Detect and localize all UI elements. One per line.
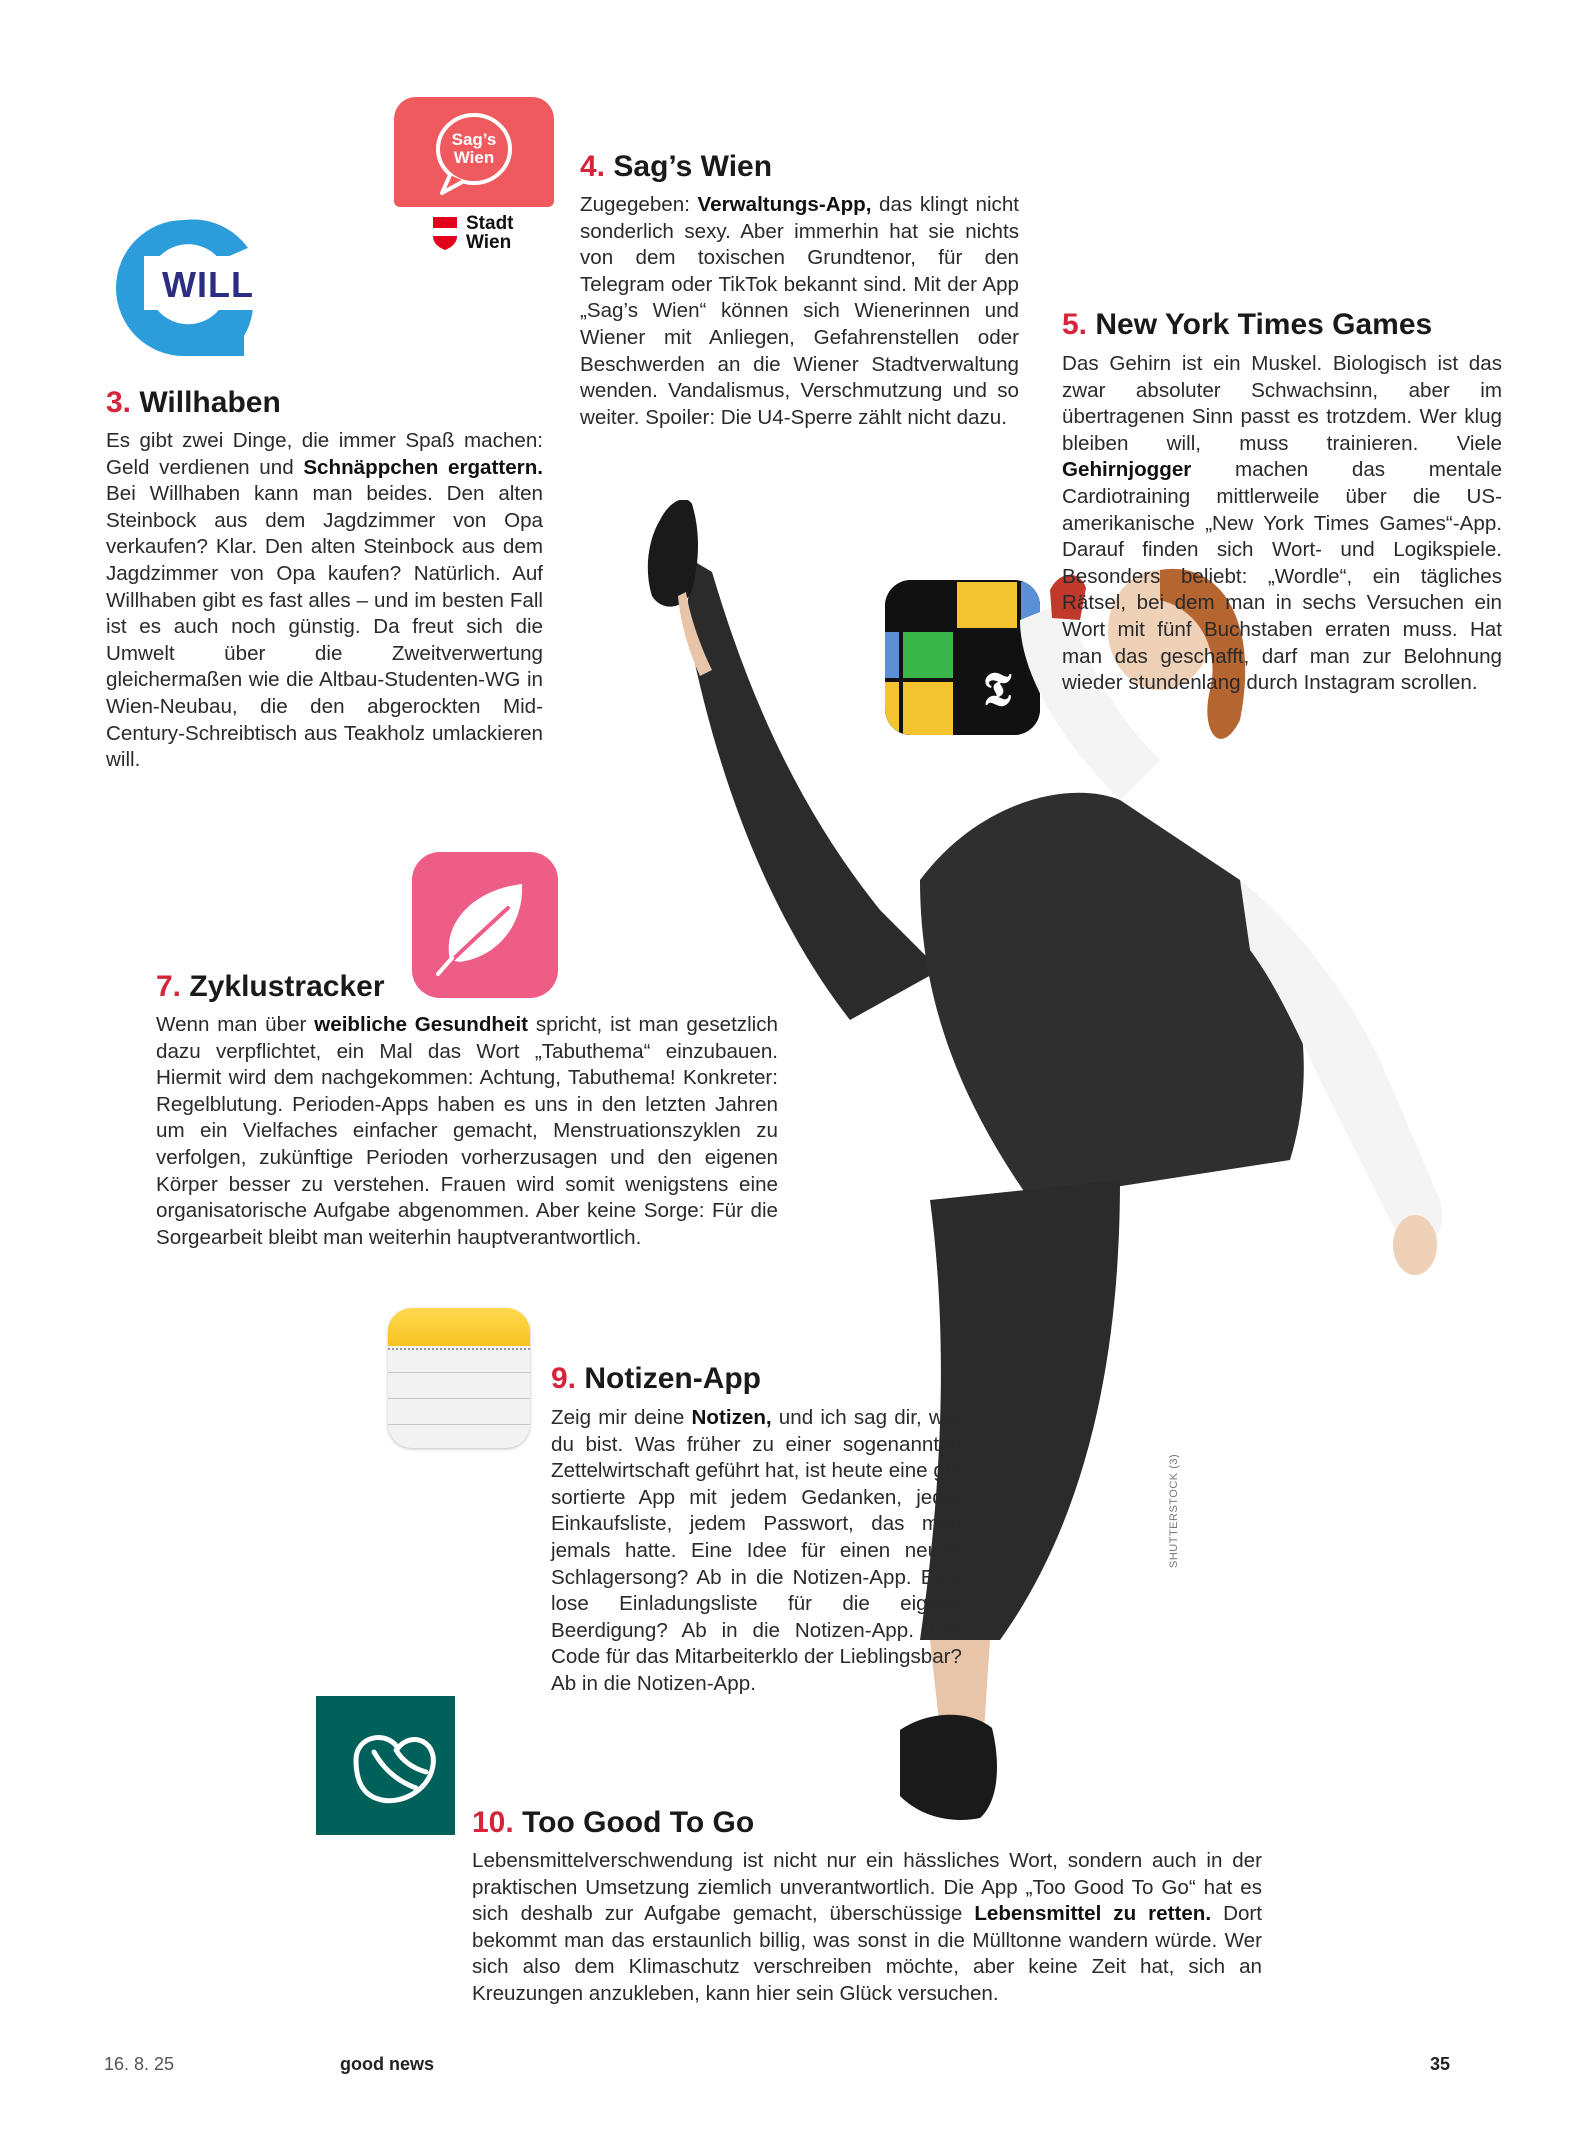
body-text: Das Gehirn ist ein Muskel. Biologisch ist das zwar absoluter Schwachsinn, aber im übertragenen Sinn passt es trotzdem. Wer klug bleiben will, muss trainieren. Viele xyxy=(1062,352,1502,455)
willhaben-app-icon xyxy=(108,212,260,370)
section-10-title xyxy=(472,1806,754,1839)
body-text: und ich sag dir, wer du bist. Was früher zu einer sogenannten Zettelwirtschaft geführt hat, ist heute eine gut sortierte App mit jedem Gedanken, jeder Einkaufsliste, jedem Passwort, das man jemals hatte. Eine Idee für einen neuen Schlagersong? Ab in die Notizen-App. Eine lose Einladungsliste für die eigene Beerdigung? Ab in die Notizen-App. Der Code für das Mitarbeiterklo der Lieblingsbar? Ab in die Notizen-App. xyxy=(551,1406,963,1695)
flo-app-icon xyxy=(412,852,558,998)
section-9-number: 9. xyxy=(551,1362,577,1395)
body-text: Wenn man über xyxy=(156,1013,315,1036)
body-text: Dort bekommt man das erstaunlich billig, was sonst in die Mülltonne wandern würde. Wer sich also dem Klimaschutz verschreiben möchte, aber keine Zeit hat, sich an Kreuzungen anzukleben, kann hier sein Glück versuchen. xyxy=(472,1902,1262,2005)
sagswien-bubble-text: Sag’s Wien xyxy=(451,130,497,167)
body-text: Bei Willhaben kann man beides. Den alten Steinbock aus dem Jagdzimmer von Opa verkaufen? Klar. Den alten Steinbock aus dem Jagdzimmer von Opa kaufen? Natürlich. Auf Willhaben gibt es fast alles – und im besten Fall ist es auch noch günstig. Da freut sich die Umwelt über die Zweitverwertung gleichermaßen wie die Altbau-Studenten-WG in Wien-Neubau, die den abgerockten Mid-Century-Schreibtisch aus Teakholz umlackieren will. xyxy=(106,482,543,772)
willhaben-icon-label: WILL xyxy=(162,264,254,305)
body-emphasis: Schnäppchen ergattern. xyxy=(303,455,543,479)
section-7-body xyxy=(156,1012,778,1251)
body-text: Lebensmittelverschwendung ist nicht nur ein hässliches Wort, sondern auch in der praktischen Umsetzung ziemlich unverantwortlich. Die App „Too Good To Go“ hat es sich deshalb zur Aufgabe gemacht, überschüssige xyxy=(472,1849,1262,1926)
section-5-number: 5. xyxy=(1062,308,1088,341)
section-9-title xyxy=(551,1362,761,1395)
section-10-number: 10. xyxy=(472,1806,514,1839)
body-emphasis: Gehirnjogger xyxy=(1062,458,1192,482)
notes-app-icon xyxy=(388,1308,530,1448)
stadt-wien-logo xyxy=(432,214,542,254)
footer-magazine: good news xyxy=(340,2054,434,2074)
photo-credit: SHUTTERSTOCK (3) xyxy=(1168,1453,1180,1568)
body-emphasis: Verwaltungs-App, xyxy=(697,193,872,216)
section-7-number: 7. xyxy=(156,970,182,1003)
section-9-body xyxy=(551,1405,962,1698)
footer-page-number: 35 xyxy=(1430,2054,1451,2074)
section-5-body xyxy=(1062,351,1502,697)
body-emphasis: weibliche Gesundheit xyxy=(314,1013,529,1036)
body-emphasis: Lebensmittel zu retten. xyxy=(974,1902,1212,1926)
section-3-title xyxy=(106,386,281,419)
section-4-body xyxy=(580,192,1019,431)
section-10-heading: Too Good To Go xyxy=(522,1806,755,1839)
nyt-t-logo: 𝕿 xyxy=(983,662,1012,716)
body-text: Es gibt zwei Dinge, die immer Spaß machen: Geld verdienen und xyxy=(106,429,543,479)
section-4-heading: Sag’s Wien xyxy=(613,150,773,183)
section-4-number: 4. xyxy=(580,150,606,183)
section-5-title xyxy=(1062,308,1432,341)
toogoodtogo-app-icon xyxy=(316,1696,455,1835)
body-emphasis: Notizen, xyxy=(691,1406,772,1429)
stadt-wien-line1: Stadt xyxy=(466,213,514,234)
footer-date: 16. 8. 25 xyxy=(104,2054,175,2074)
section-7-title xyxy=(156,970,385,1003)
section-7-heading: Zyklustracker xyxy=(189,970,385,1003)
body-text: das klingt nicht sonderlich sexy. Aber immerhin hat sie nichts von dem toxischen Grundtenor, für den Telegram oder TikTok bekannt sind. Mit der App „Sag’s Wien“ können sich Wienerinnen und Wiener mit Anliegen, Gefahrenstellen oder Beschwerden an die Wiener Stadtverwaltung wenden. Vandalismus, Verschmutzung und so weiter. Spoiler: Die U4-Sperre zählt nicht dazu. xyxy=(580,193,1019,429)
body-text: machen das mentale Cardiotraining mittlerweile über die US-amerikanische „New York Times Games“-App. Darauf finden sich Wort- und Logikspiele. Besonders beliebt: „Wordle“, ein tägliches Rätsel, bei dem man in sechs Versuchen ein Wort mit fünf Buchstaben erraten muss. Hat man das geschafft, darf man zur Belohnung wieder stundenlang durch Instagram scrollen. xyxy=(1062,458,1502,695)
body-text: spricht, ist man gesetzlich dazu verpflichtet, ein Mal das Wort „Tabuthema“ einzubauen. Hiermit wird dem nachgekommen: Achtung, Tabuthema! Konkreter: Regelblutung. Perioden-Apps haben es uns in den letzten Jahren um ein Vielfaches einfacher gemacht, Menstruationszyklen zu verfolgen, zukünftige Perioden vorherzusagen und den eigenen Körper besser zu verstehen. Frauen wird somit wenigstens eine organisatorische Aufgabe abgenommen. Aber keine Sorge: Für die Sorgearbeit bleibt man weiterhin hauptverantwortlich. xyxy=(156,1013,779,1249)
section-3-body xyxy=(106,428,543,774)
section-4-title xyxy=(580,150,772,183)
section-3-heading: Willhaben xyxy=(139,386,281,419)
stadt-wien-line2: Wien xyxy=(466,232,512,253)
sagswien-app-icon xyxy=(394,97,554,207)
section-3-number: 3. xyxy=(106,386,132,419)
body-text: Zeig mir deine xyxy=(551,1406,692,1429)
body-text: Zugegeben: xyxy=(580,193,698,216)
section-9-heading: Notizen-App xyxy=(584,1362,762,1395)
section-5-heading: New York Times Games xyxy=(1095,308,1433,341)
section-10-body xyxy=(472,1848,1262,2008)
